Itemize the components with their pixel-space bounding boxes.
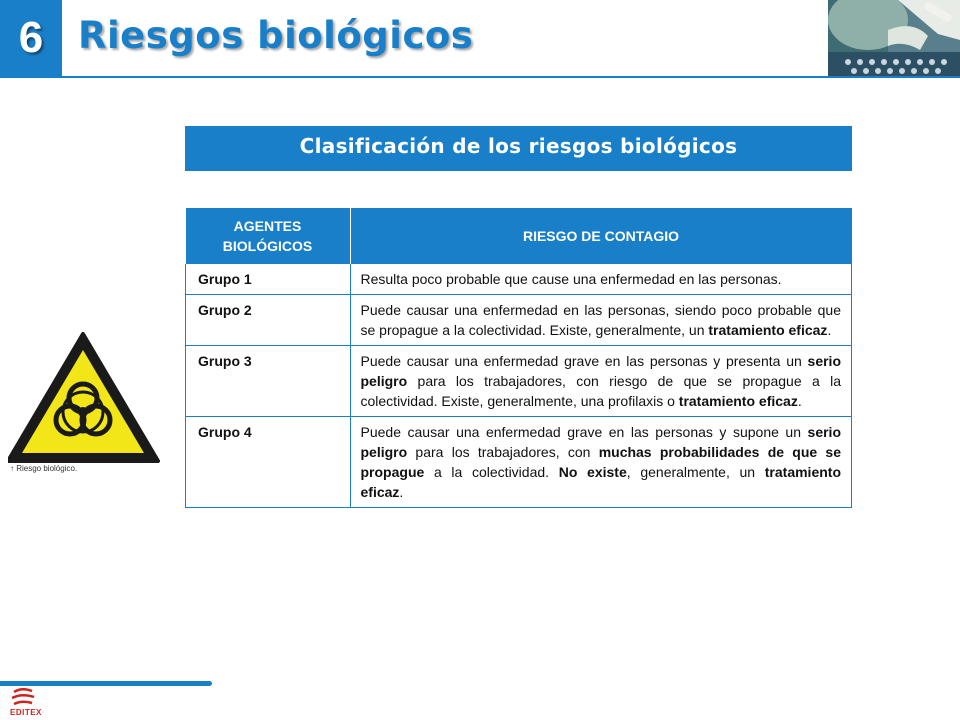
hazard-caption: ↑ Riesgo biológico. [10,464,78,473]
footer-line [0,681,212,686]
biohazard-icon [8,326,174,481]
description-text: Puede causar una enfermedad grave en las personas y presenta un [360,353,808,369]
editex-logo-text: EDITEX [10,708,42,717]
description-text: . [827,322,832,338]
group-cell: Grupo 4 [186,417,351,508]
description-text: a la colectividad. [424,464,559,480]
column-header-agents: AGENTES BIOLÓGICOS [186,208,351,264]
emphasis-text: tratamiento eficaz [708,322,828,338]
risk-description-cell [350,417,852,508]
emphasis-text: No existe [558,464,627,480]
risk-table [185,208,852,508]
section-title: Clasificación de los riesgos biológicos [185,126,852,171]
description-text: para los trabajadores, con riesgo de que se propague a la colectividad. Existe, generalmente, una profilaxis o [360,373,841,409]
group-cell: Grupo 3 [186,346,351,417]
unit-number: 6 [18,13,44,62]
table-row [186,346,852,417]
emphasis-text: muchas probabilidades de que se propague [360,444,842,480]
risk-description-cell [350,295,852,346]
risk-description-cell [350,264,852,295]
table-header-row [186,208,852,264]
description-text: . [399,484,404,500]
table-row [186,264,852,295]
table-row [186,417,852,508]
lab-photo [828,0,960,76]
group-cell: Grupo 2 [186,295,351,346]
description-text: . [797,393,802,409]
hazard-sign [8,326,174,481]
emphasis-text: serio peligro [360,424,841,460]
description-text: para los trabajadores, con [407,444,599,460]
emphasis-text: serio peligro [360,353,841,389]
table-row [186,295,852,346]
description-text: Puede causar una enfermedad grave en las personas y supone un [360,424,808,440]
description-text: , generalmente, un [626,464,765,480]
description-text: Puede causar una enfermedad en las personas, siendo poco probable que se propague a la colectividad. Existe, generalmente, un [360,302,841,338]
emphasis-text: tratamiento eficaz [360,464,841,500]
group-cell: Grupo 1 [186,264,351,295]
page-title: Riesgos biológicos [78,14,474,57]
column-header-risk: RIESGO DE CONTAGIO [350,208,852,264]
risk-description-cell [350,346,852,417]
description-text: Resulta poco probable que cause una enfermedad en las personas. [360,271,782,287]
emphasis-text: tratamiento eficaz [678,393,798,409]
